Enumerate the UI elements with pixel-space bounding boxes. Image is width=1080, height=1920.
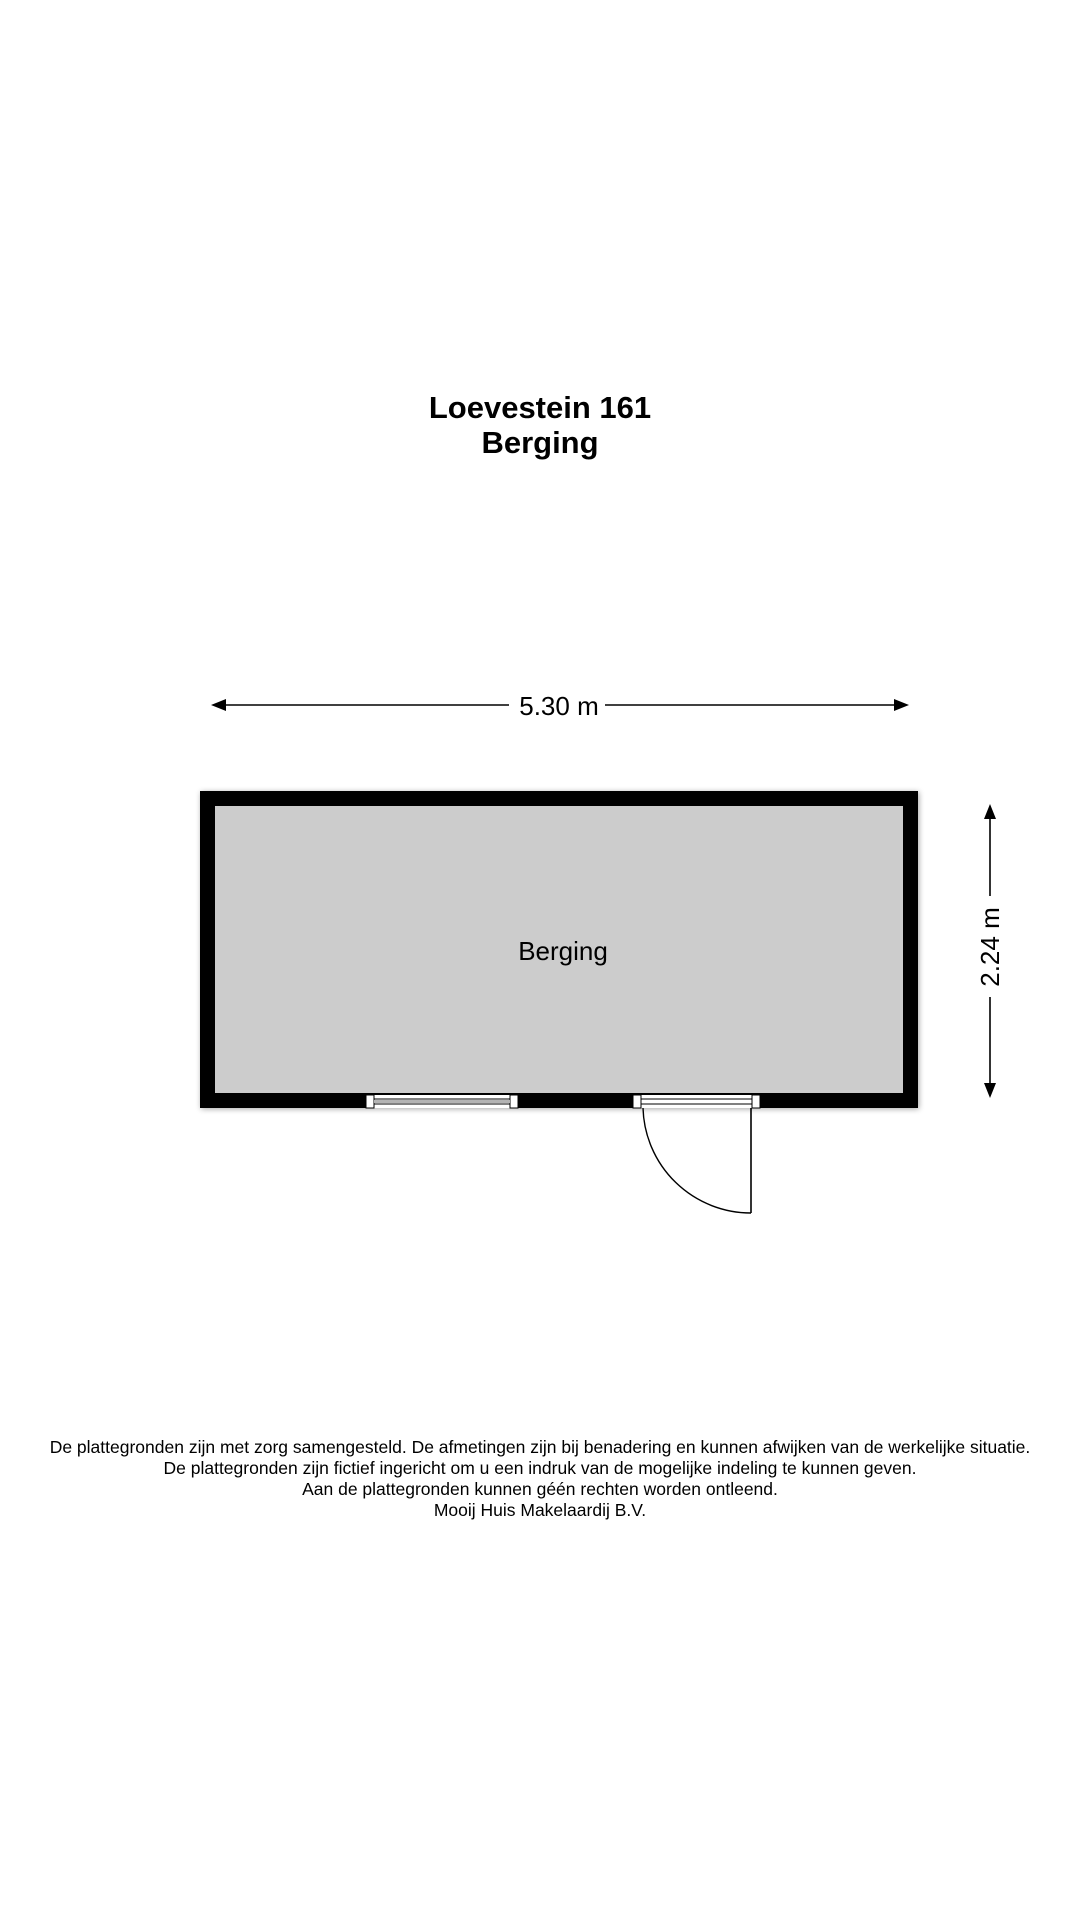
depth-label: 2.24 m <box>975 907 1005 987</box>
disclaimer-line: De plattegronden zijn met zorg samengesteld. De afmetingen zijn bij benadering en kunnen afwijken van de werkelijke situatie. <box>49 1437 1031 1457</box>
room-label: Berging <box>518 936 608 966</box>
width-arrow-right <box>894 699 909 711</box>
width-dimension <box>211 691 909 721</box>
width-label: 5.30 m <box>519 691 599 721</box>
window-sill-right <box>510 1095 518 1108</box>
width-arrow-left <box>211 699 226 711</box>
window <box>366 1095 518 1108</box>
window-glass <box>374 1100 510 1103</box>
disclaimer-line: Aan de plattegronden kunnen géén rechten worden ontleend. <box>302 1479 778 1499</box>
depth-arrow-bottom <box>984 1083 996 1098</box>
door <box>633 1095 760 1213</box>
door-jamb-right <box>752 1095 760 1108</box>
room-berging <box>200 791 918 1108</box>
depth-dimension <box>975 804 1005 1098</box>
door-swing-arc <box>643 1108 751 1213</box>
door-jamb-left <box>633 1095 641 1108</box>
depth-arrow-top <box>984 804 996 819</box>
door-opening <box>633 1095 760 1108</box>
disclaimer <box>0 1437 1080 1521</box>
disclaimer-line: De plattegronden zijn fictief ingericht om u een indruk van de mogelijke indeling te kunnen geven. <box>163 1458 917 1478</box>
floor-title: Berging <box>481 425 599 460</box>
window-sill-left <box>366 1095 374 1108</box>
address-title: Loevestein 161 <box>428 390 652 425</box>
company-name: Mooij Huis Makelaardij B.V. <box>433 1500 647 1520</box>
